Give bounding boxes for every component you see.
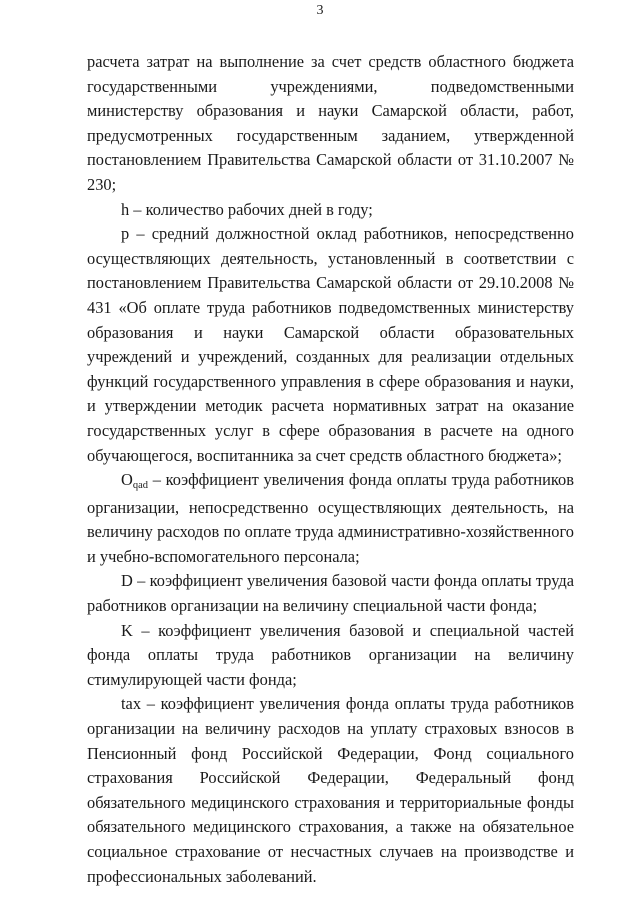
paragraph-h-definition: h – количество рабочих дней в году;	[121, 199, 373, 219]
paragraph-oqad-definition	[87, 468, 574, 569]
paragraph-p-definition: p – средний должностной оклад работников, непосредственно осуществляющих деятельность, установленный в соответствии с постановлением Правительства Самарской области от 29.10.2008 № 431 «Об оплате труда работников подведомственных министерству образования и науки Самарской области образовательных учреждений и учреждений, созданных для реализации отдельных функций государственного управления в сфере образования и науки, и утверждении методик расчета нормативных затрат на оказание государственных услуг в сфере образования в расчете на одного обучающегося, воспитанника за счет средств областного бюджета»;	[87, 224, 574, 465]
paragraph-continuation: расчета затрат на выполнение за счет средств областного бюджета государственными учреждениями, подведомственными министерству образования и науки Самарской области, работ, предусмотренных государственным заданием, утвержденной постановлением Правительства Самарской области от 31.10.2007 № 230;	[87, 52, 574, 194]
page-number: 3	[316, 3, 324, 18]
paragraph-d-definition: D – коэффициент увеличения базовой части фонда оплаты труда работников организации на величину специальной части фонда;	[87, 571, 574, 616]
oqad-text: – коэффициент увеличения фонда оплаты труда работников организации, непосредственно осуществляющих деятельность, на величину расходов по оплате труда административно-хозяйственного и учебно-вспомогательного персонала;	[87, 470, 574, 566]
oqad-symbol: O	[121, 470, 133, 490]
document-body	[87, 50, 574, 889]
paragraph-k-definition: K – коэффициент увеличения базовой и специальной частей фонда оплаты труда работников организации на величину стимулирующей части фонда;	[87, 620, 574, 689]
oqad-subscript: qad	[132, 480, 149, 492]
paragraph-tax-definition: tax – коэффициент увеличения фонда оплаты труда работников организации на величину расходов на уплату страховых взносов в Пенсионный фонд Российской Федерации, Фонд социального страхования Российской Федерации, Федеральный фонд обязательного медицинского страхования и территориальные фонды обязательного медицинского страхования, а также на обязательное социальное страхование от несчастных случаев на производстве и профессиональных заболеваний.	[87, 694, 574, 886]
